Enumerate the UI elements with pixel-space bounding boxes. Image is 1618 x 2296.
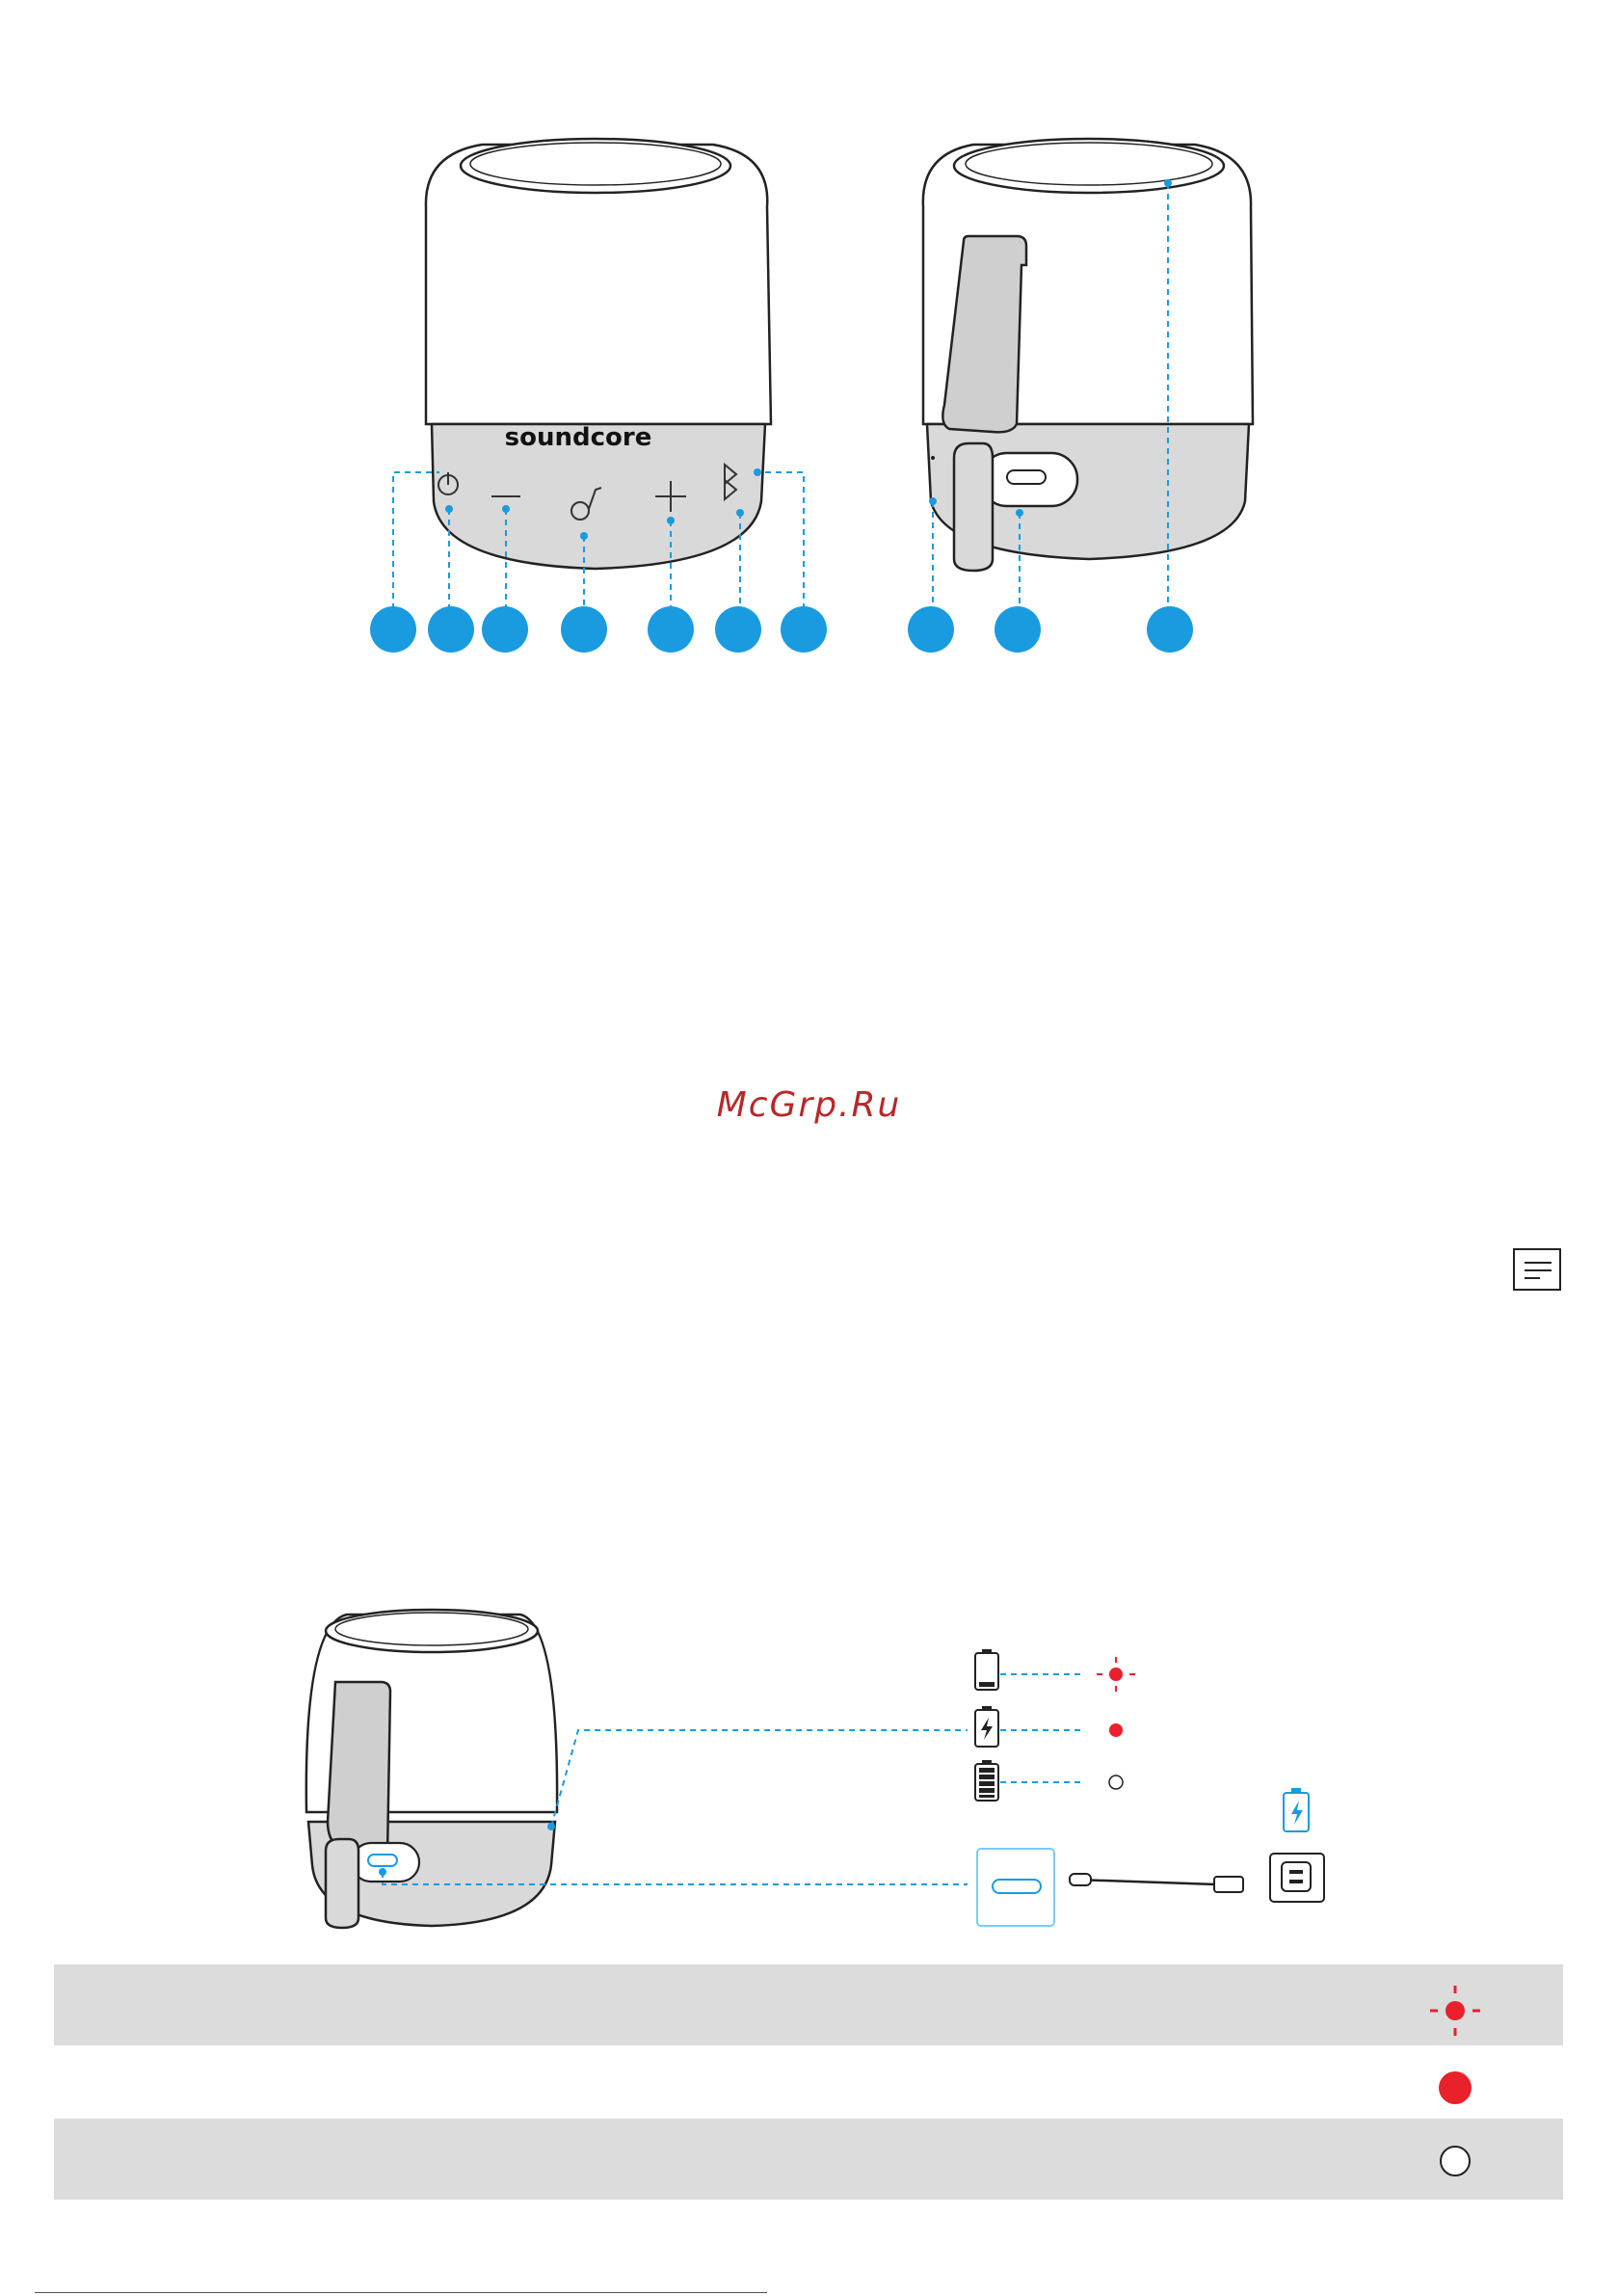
callout-badges (370, 606, 1193, 653)
usb-c-connector-icon (977, 1849, 1054, 1926)
led-row-off (54, 2119, 1563, 2200)
battery-charging-icon (975, 1706, 998, 1747)
callout-badge (370, 606, 416, 653)
watermark-text: McGrp.Ru (716, 1085, 902, 1125)
callout-badge (715, 606, 761, 653)
speaker-front-view (426, 139, 771, 569)
led-solid-red-icon (1109, 1723, 1123, 1737)
led-row-flashing-red (54, 1964, 1563, 2045)
callout-badge (561, 606, 607, 653)
battery-charging-blue-icon (1284, 1788, 1309, 1831)
callout-badge (428, 606, 474, 653)
led-flashing-red-icon (1415, 1964, 1496, 2045)
callout-badge (781, 606, 827, 653)
usb-cable-icon (1070, 1874, 1243, 1892)
footer-rule (35, 2292, 767, 2293)
speaker-rear-view (923, 139, 1253, 571)
led-row-solid-red (54, 2047, 1563, 2128)
callout-badge (482, 606, 528, 653)
speaker-views-figure (0, 0, 1618, 675)
led-indicator (931, 456, 935, 460)
battery-low-icon (975, 1649, 998, 1690)
led-solid-red-icon (1415, 2047, 1496, 2128)
charging-figure (0, 1590, 1618, 1937)
soundcore-logo: soundcore (504, 423, 652, 452)
led-off-icon (1109, 1775, 1123, 1789)
speaker-rear-small (306, 1610, 557, 1928)
wall-charger-icon (1270, 1854, 1324, 1902)
battery-full-icon (975, 1760, 998, 1801)
callout-badge (995, 606, 1041, 653)
callout-badge (1147, 606, 1193, 653)
menu-icon[interactable] (1513, 1248, 1561, 1291)
led-off-icon (1415, 2119, 1496, 2200)
led-flashing-red-icon (1097, 1657, 1135, 1692)
callout-badge (648, 606, 694, 653)
callout-badge (908, 606, 954, 653)
